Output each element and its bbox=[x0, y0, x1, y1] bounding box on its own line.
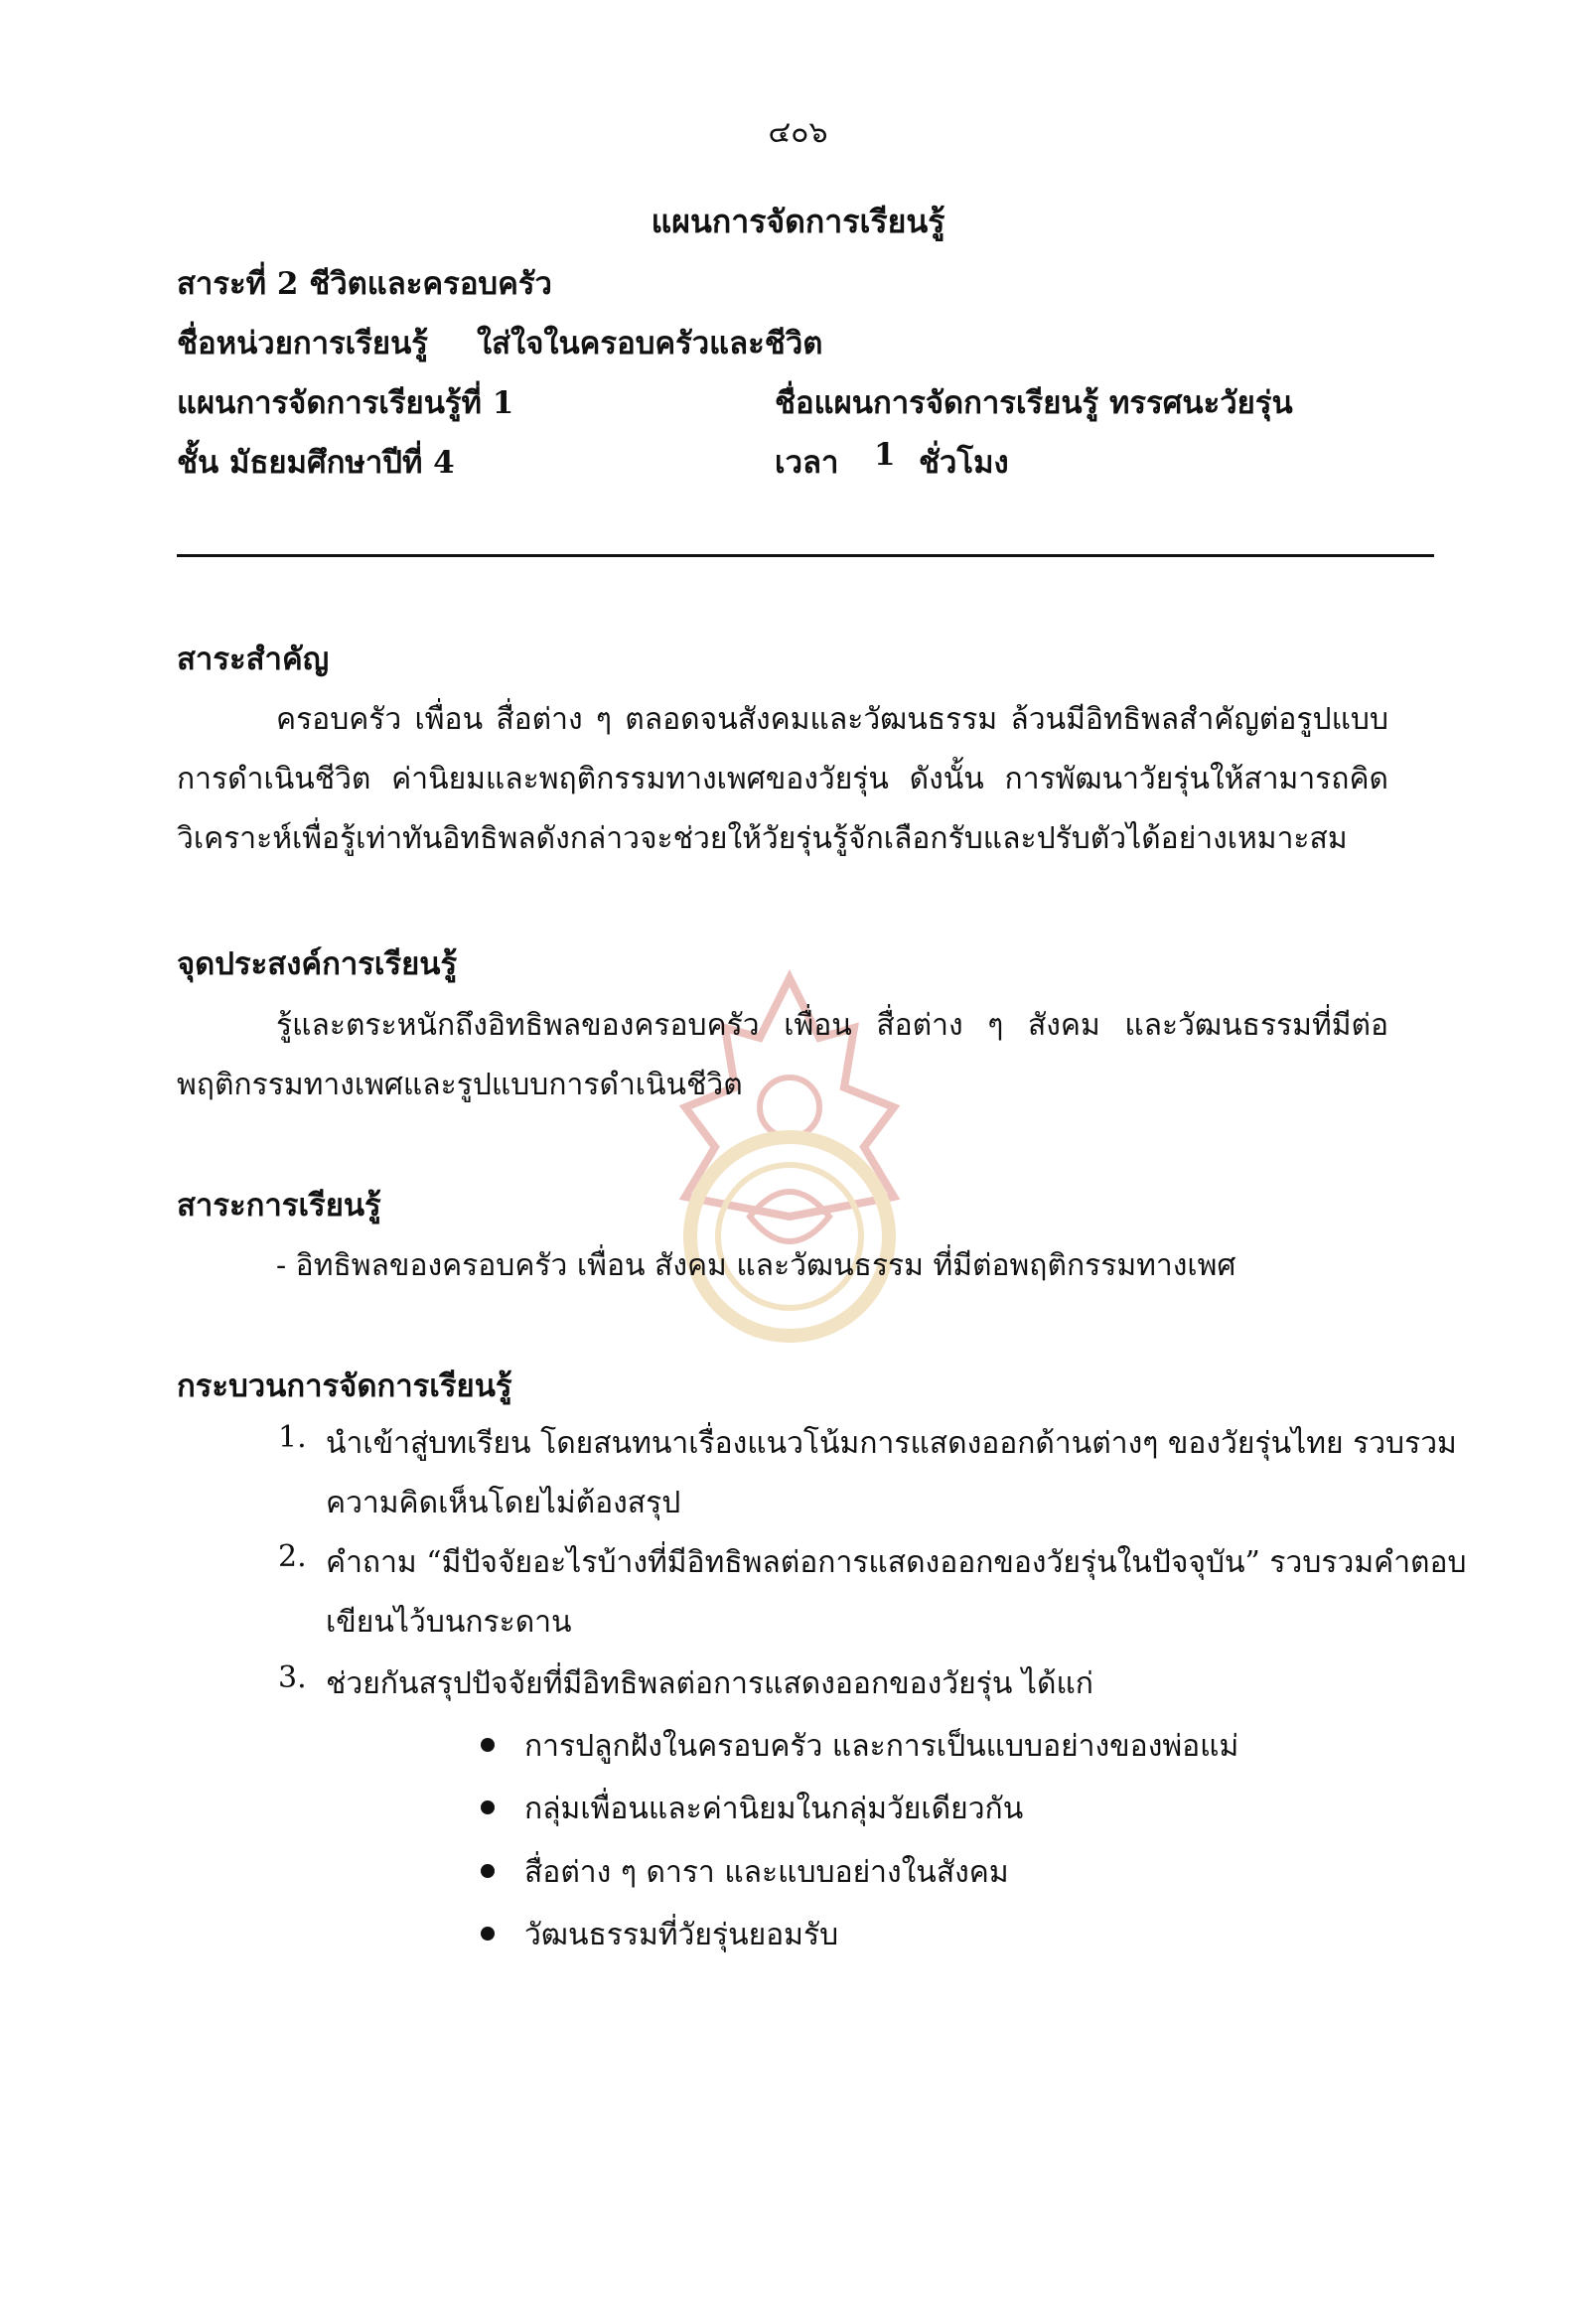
unit-label: ชื่อหน่วยการเรียนรู้ bbox=[177, 326, 428, 361]
time-label: เวลา bbox=[775, 445, 839, 481]
step-text-continued: เขียนไว้บนกระดาน bbox=[326, 1605, 572, 1640]
content-text: - อิทธิพลของครอบครัว เพื่อน สังคม และวัฒนธรรม ที่มีต่อพฤติกรรมทางเพศ bbox=[276, 1248, 1236, 1283]
bullet-item: กลุ่มเพื่อนและค่านิยมในกลุ่มวัยเดียวกัน bbox=[524, 1792, 1024, 1826]
objectives-heading: จุดประสงค์การเรียนรู้ bbox=[177, 946, 458, 982]
key-concept-heading: สาระสำคัญ bbox=[177, 642, 330, 677]
page-title: แผนการจัดการเรียนรู้ bbox=[651, 203, 945, 240]
unit-name: ใส่ใจในครอบครัวและชีวิต bbox=[477, 326, 823, 361]
time-unit: ชั่วโมง bbox=[919, 445, 1009, 481]
bullet-icon bbox=[481, 1800, 495, 1814]
bullet-item: สื่อต่าง ๆ ดารา และแบบอย่างในสังคม bbox=[524, 1855, 1009, 1890]
objectives-text: รู้และตระหนักถึงอิทธิพลของครอบครัว เพื่อน สื่อต่าง ๆ สังคม และวัฒนธรรมที่มีต่อพฤติกรรมทางเพศและรูปแบบการดำเนินชีวิต bbox=[177, 1008, 1388, 1102]
step-number: 1. bbox=[278, 1420, 307, 1455]
time-value: 1 bbox=[874, 437, 896, 473]
key-concept-text: ครอบครัว เพื่อน สื่อต่าง ๆ ตลอดจนสังคมและวัฒนธรรม ล้วนมีอิทธิพลสำคัญต่อรูปแบบการดำเนินชีวิต ค่านิยมและพฤติกรรมทางเพศของวัยรุ่น ดังนั้น การพัฒนาวัยรุ่นให้สามารถคิดวิเคราะห์เพื่อรู้เท่าทันอิทธิพลดังกล่าวจะช่วยให้วัยรุ่นรู้จักเลือกรับและปรับตัวได้อย่างเหมาะสม bbox=[177, 702, 1388, 856]
step-text: นำเข้าสู่บทเรียน โดยสนทนาเรื่องแนวโน้มการแสดงออกด้านต่างๆ ของวัยรุ่นไทย รวบรวม bbox=[326, 1426, 1457, 1461]
step-text-continued: ความคิดเห็นโดยไม่ต้องสรุป bbox=[326, 1486, 681, 1520]
grade-level: ชั้น มัธยมศึกษาปีที่ 4 bbox=[177, 445, 455, 481]
plan-number: แผนการจัดการเรียนรู้ที่ 1 bbox=[177, 385, 514, 421]
bullet-item: วัฒนธรรมที่วัยรุ่นยอมรับ bbox=[524, 1918, 839, 1952]
header-divider bbox=[177, 554, 1434, 557]
step-text: คำถาม “มีปัจจัยอะไรบ้างที่มีอิทธิพลต่อการแสดงออกของวัยรุ่นในปัจจุบัน” รวบรวมคำตอบ bbox=[326, 1545, 1467, 1580]
bullet-icon bbox=[481, 1927, 495, 1941]
step-number: 3. bbox=[278, 1660, 307, 1695]
process-heading: กระบวนการจัดการเรียนรู้ bbox=[177, 1368, 512, 1404]
bullet-icon bbox=[481, 1738, 495, 1752]
step-text: ช่วยกันสรุปปัจจัยที่มีอิทธิพลต่อการแสดงออกของวัยรุ่น ได้แก่ bbox=[326, 1666, 1093, 1701]
strand-label: สาระที่ 2 ชีวิตและครอบครัว bbox=[177, 266, 552, 302]
bullet-icon bbox=[481, 1864, 495, 1878]
step-number: 2. bbox=[278, 1539, 307, 1574]
content-heading: สาระการเรียนรู้ bbox=[177, 1188, 381, 1223]
plan-name: ชื่อแผนการจัดการเรียนรู้ ทรรศนะวัยรุ่น bbox=[775, 385, 1293, 421]
page-number: ๔๐๖ bbox=[768, 115, 828, 150]
bullet-item: การปลูกฝังในครอบครัว และการเป็นแบบอย่างของพ่อแม่ bbox=[524, 1729, 1239, 1764]
